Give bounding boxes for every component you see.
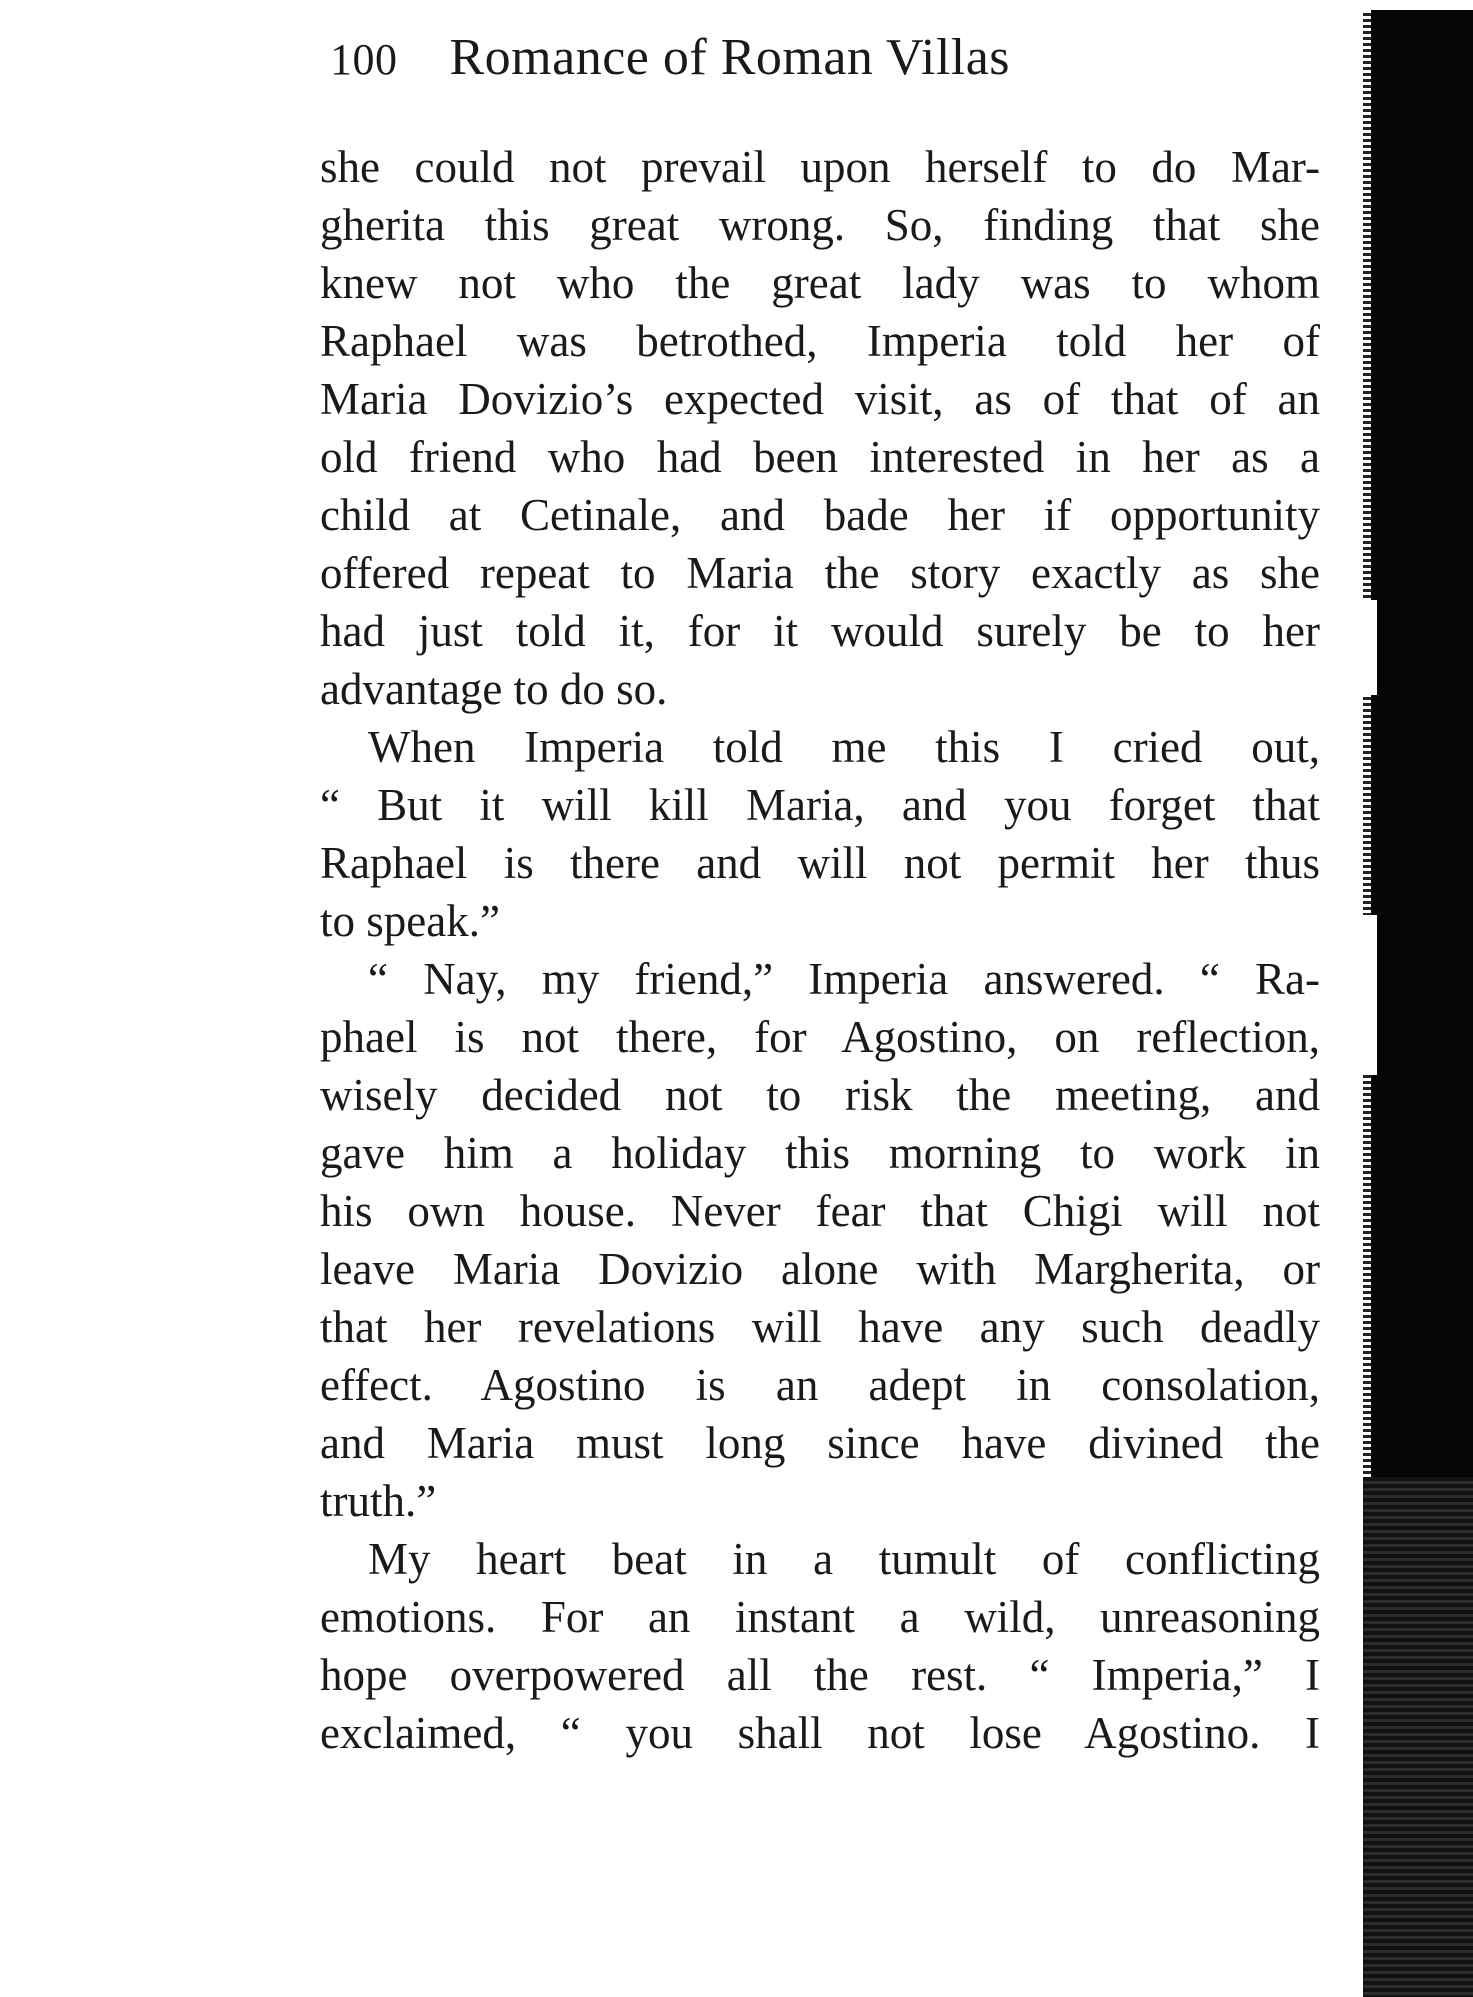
text-line: old friend who had been interested in her as a — [320, 432, 1320, 482]
text-line: hope overpowered all the rest. “ Imperia,” I — [320, 1650, 1320, 1700]
text-line: gave him a holiday this morning to work in — [320, 1128, 1320, 1178]
running-title: Romance of Roman Villas — [449, 29, 1011, 86]
text-line: that her revelations will have any such deadly — [320, 1302, 1320, 1352]
text-line: child at Cetinale, and bade her if opportunity — [320, 490, 1320, 540]
text-line: “ But it will kill Maria, and you forget that — [320, 780, 1320, 830]
body-text — [320, 138, 1320, 1762]
text-line: phael is not there, for Agostino, on reflection, — [320, 1012, 1320, 1062]
text-line: My heart beat in a tumult of conflicting — [368, 1534, 1320, 1584]
text-line: advantage to do so. — [320, 664, 668, 714]
text-line: gherita this great wrong. So, finding that she — [320, 200, 1320, 250]
text-line: Maria Dovizio’s expected visit, as of that of an — [320, 374, 1320, 424]
binding-notch — [1363, 600, 1377, 695]
text-line: emotions. For an instant a wild, unreasoning — [320, 1592, 1320, 1642]
binding-shadow — [1363, 10, 1473, 1997]
text-line: “ Nay, my friend,” Imperia answered. “ Ra- — [368, 954, 1320, 1004]
text-line: to speak.” — [320, 896, 500, 946]
text-line: leave Maria Dovizio alone with Margherita, or — [320, 1244, 1320, 1294]
page-number: 100 — [330, 35, 398, 84]
running-head — [330, 28, 1010, 108]
text-line: knew not who the great lady was to whom — [320, 258, 1320, 308]
text-line: Raphael was betrothed, Imperia told her of — [320, 316, 1320, 366]
binding-tail — [1363, 1477, 1473, 1997]
text-line: offered repeat to Maria the story exactly as she — [320, 548, 1320, 598]
text-line: exclaimed, “ you shall not lose Agostino. I — [320, 1708, 1320, 1758]
text-line: truth.” — [320, 1476, 437, 1526]
text-line: she could not prevail upon herself to do Mar- — [320, 142, 1320, 192]
text-line: Raphael is there and will not permit her thus — [320, 838, 1320, 888]
text-line: his own house. Never fear that Chigi will not — [320, 1186, 1320, 1236]
text-line: effect. Agostino is an adept in consolation, — [320, 1360, 1320, 1410]
text-line: When Imperia told me this I cried out, — [368, 722, 1320, 772]
text-line: and Maria must long since have divined the — [320, 1418, 1320, 1468]
binding-notch — [1363, 915, 1377, 1075]
text-line: wisely decided not to risk the meeting, and — [320, 1070, 1320, 1120]
text-line: had just told it, for it would surely be to her — [320, 606, 1320, 656]
